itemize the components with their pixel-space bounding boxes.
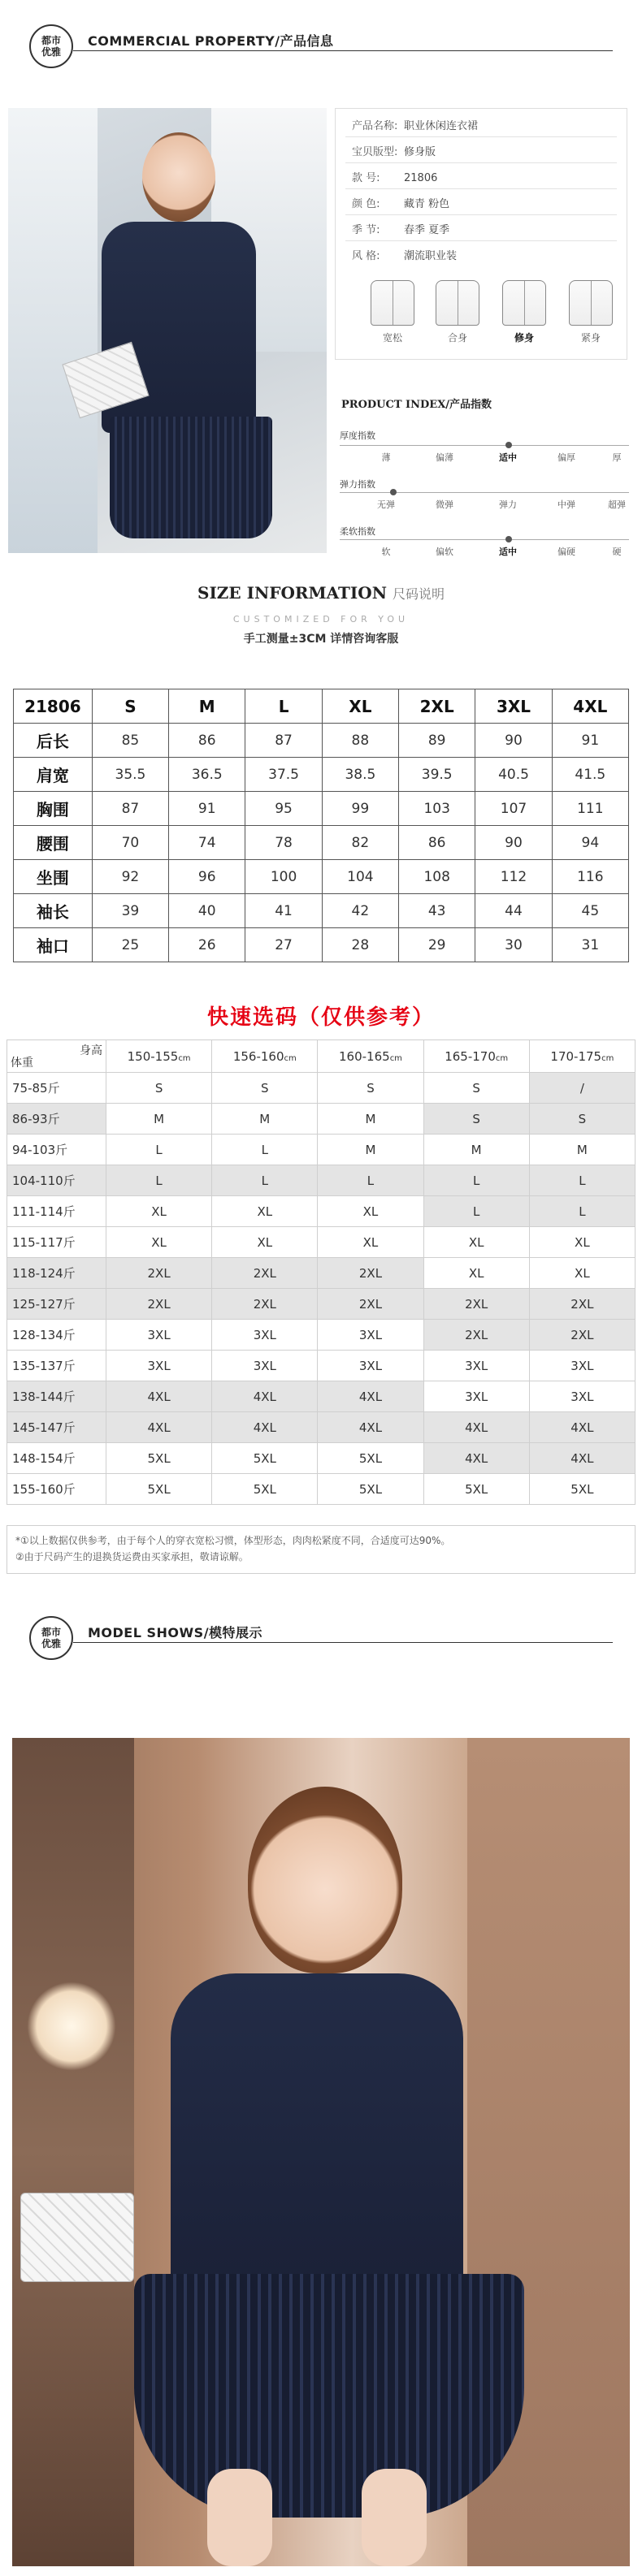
jacket-icon [502, 280, 546, 326]
table-row: 袖口 25 26 27 28 29 30 31 [14, 928, 629, 962]
badge-line1: 都市 [41, 1627, 61, 1638]
jacket-icon [371, 280, 414, 326]
table-row: 胸围 87 91 95 99 103 107 111 [14, 792, 629, 826]
elasticity-marker [390, 489, 397, 495]
fit-type-regular: 合身 [431, 280, 484, 344]
product-code: 21806 [404, 172, 438, 184]
section-header-model-shows [29, 1616, 613, 1660]
note-line-1: *①以上数据仅供参考，由于每个人的穿衣宽松习惯，体型形态，肉肉松紧度不同，合适度可达90%。 [15, 1535, 451, 1546]
size-info-note: 手工测量±3CM 详情咨询客服 [243, 633, 399, 646]
jacket-icon [436, 280, 479, 326]
table-row: 腰围 70 74 78 82 86 90 94 [14, 826, 629, 860]
softness-index-label: 柔软指数 [340, 526, 375, 537]
fit-type-loose: 宽松 [366, 280, 419, 344]
fit-type-tight: 紧身 [564, 280, 618, 344]
brand-badge [29, 1616, 73, 1660]
size-table-header: 21806 S M L XL 2XL 3XL 4XL [14, 689, 629, 724]
corner-cell: 身高 体重 [7, 1040, 106, 1073]
softness-marker [505, 536, 512, 542]
info-row-name: 产品名称: 职业休闲连衣裙 [352, 120, 479, 132]
size-info-subtitle: CUSTOMIZED FOR YOU [232, 614, 410, 625]
table-row: 148-154斤 5XL 5XL 5XL 4XL 4XL [7, 1443, 635, 1474]
note-line-2: ②由于尺码产生的退换货运费由买家承担，敬请谅解。 [15, 1551, 249, 1562]
table-row: 75-85斤 S S S S / [7, 1073, 635, 1104]
table-row: 104-110斤 L L L L L [7, 1165, 635, 1196]
fit-type-slim: 修身 [497, 280, 551, 344]
table-row: 袖长 39 40 41 42 43 44 45 [14, 894, 629, 928]
table-row: 118-124斤 2XL 2XL 2XL XL XL [7, 1258, 635, 1289]
model-photo [12, 1738, 630, 2566]
table-row: 125-127斤 2XL 2XL 2XL 2XL 2XL [7, 1289, 635, 1320]
product-name: 职业休闲连衣裙 [404, 120, 479, 132]
section-header-commercial-property [29, 24, 613, 68]
table-row: 135-137斤 3XL 3XL 3XL 3XL 3XL [7, 1351, 635, 1381]
table-row: 138-144斤 4XL 4XL 4XL 3XL 3XL [7, 1381, 635, 1412]
size-table [13, 689, 629, 962]
table-row: 155-160斤 5XL 5XL 5XL 5XL 5XL [7, 1474, 635, 1505]
table-row: 111-114斤 XL XL XL L L [7, 1196, 635, 1227]
section-title: COMMERCIAL PROPERTY/产品信息 [88, 33, 334, 49]
product-season: 春季 夏季 [404, 224, 450, 236]
info-row-code: 款 号: 21806 [352, 172, 438, 184]
badge-line2: 优雅 [41, 1638, 61, 1649]
section-title: MODEL SHOWS/模特展示 [88, 1625, 263, 1640]
table-row: 94-103斤 L L M M M [7, 1135, 635, 1165]
info-row-season: 季 节: 春季 夏季 [352, 224, 450, 236]
product-index-title: PRODUCT INDEX/产品指数 [341, 399, 492, 411]
info-row-style: 风 格: 潮流职业装 [352, 250, 458, 262]
size-notes [7, 1525, 635, 1574]
thickness-index-label: 厚度指数 [340, 430, 375, 441]
table-row: 115-117斤 XL XL XL XL XL [7, 1227, 635, 1258]
table-row: 后长 85 86 87 88 89 90 91 [14, 724, 629, 758]
info-row-fit: 宝贝版型: 修身版 [352, 146, 436, 158]
table-row: 肩宽 35.5 36.5 37.5 38.5 39.5 40.5 41.5 [14, 758, 629, 792]
table-row: 坐围 92 96 100 104 108 112 116 [14, 860, 629, 894]
table-row: 145-147斤 4XL 4XL 4XL 4XL 4XL [7, 1412, 635, 1443]
quick-table-header: 身高 体重 150-155cm 156-160cm 160-165cm 165-170cm 170-175cm [7, 1040, 635, 1073]
elasticity-index-label: 弹力指数 [340, 479, 375, 490]
table-row: 128-134斤 3XL 3XL 3XL 2XL 2XL [7, 1320, 635, 1351]
brand-badge [29, 24, 73, 68]
badge-line1: 都市 [41, 35, 61, 46]
quick-select-title: 快速选码（仅供参考） [206, 1005, 435, 1030]
table-row: 86-93斤 M M M S S [7, 1104, 635, 1135]
thickness-marker [505, 442, 512, 448]
divider [73, 1642, 613, 1643]
product-color: 藏青 粉色 [404, 198, 450, 210]
product-photo [8, 108, 327, 553]
product-fit: 修身版 [404, 146, 436, 158]
quick-select-table [7, 1039, 635, 1505]
size-info-title: SIZE INFORMATION 尺码说明 [197, 583, 445, 603]
product-style: 潮流职业装 [404, 250, 458, 262]
info-row-color: 颜 色: 藏青 粉色 [352, 198, 450, 210]
jacket-icon [569, 280, 613, 326]
badge-line2: 优雅 [41, 46, 61, 58]
divider [73, 50, 613, 51]
